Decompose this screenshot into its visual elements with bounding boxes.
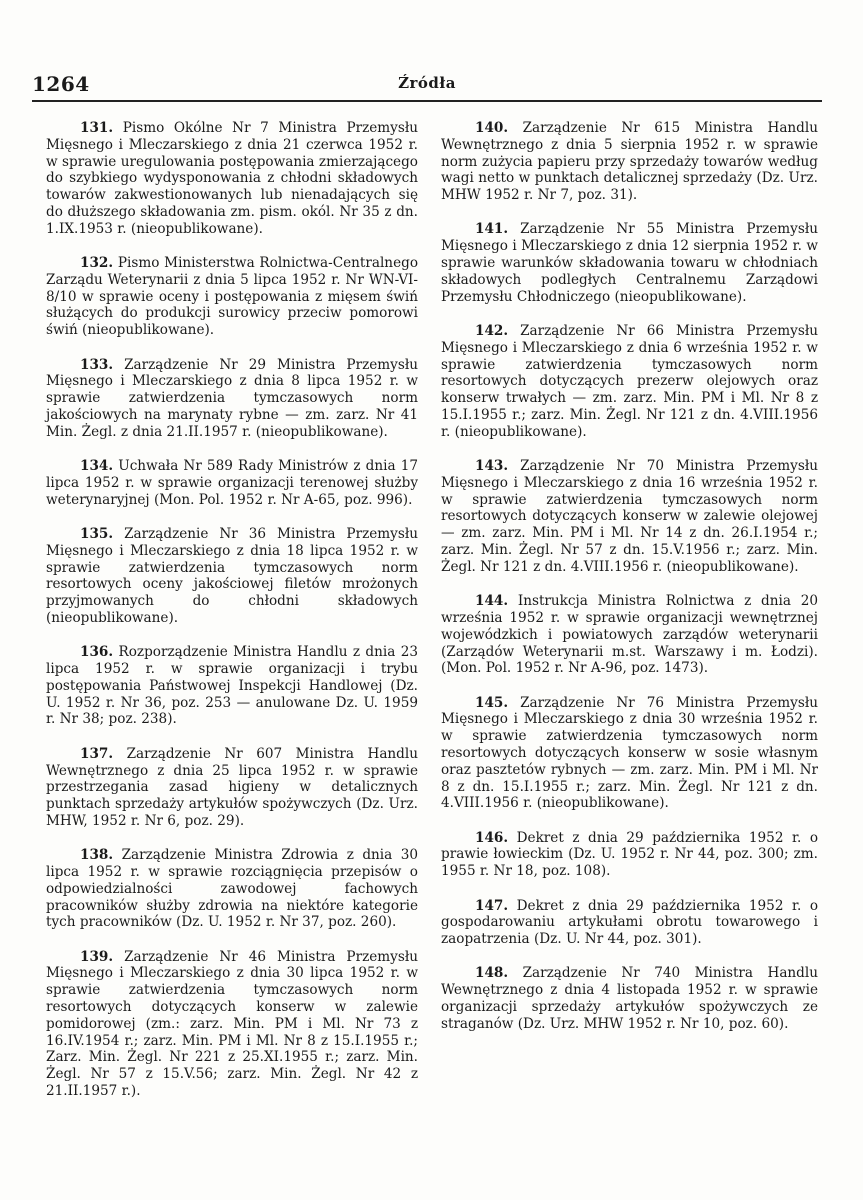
entry-text: Uchwała Nr 589 Rady Ministrów z dnia 17 lipca 1952 r. w sprawie organizacji terenowej służby weterynaryjnej (Mon. Pol. 1952 r. Nr A-65, poz. 996). xyxy=(46,458,418,508)
entry-number: 133. xyxy=(80,356,114,373)
entry-number: 141. xyxy=(475,221,509,238)
entry-text: Zarządzenie Nr 55 Ministra Przemysłu Mięsnego i Mleczarskiego z dnia 12 sierpnia 1952 r. w sprawie warunków składowania towaru w chłodniach składowych podległych Centralnemu Zarządowi Przemysłu Chłodniczego (nieopublikowane). xyxy=(441,221,818,305)
entry-148 xyxy=(441,965,818,1032)
entry-145 xyxy=(441,695,818,813)
left-column xyxy=(46,120,418,1117)
entry-number: 148. xyxy=(475,965,509,982)
entry-number: 143. xyxy=(475,458,509,475)
running-head: Źródła xyxy=(398,74,456,92)
entry-136 xyxy=(46,644,418,728)
entry-144 xyxy=(441,593,818,677)
entry-139 xyxy=(46,949,418,1100)
entry-text: Zarządzenie Nr 66 Ministra Przemysłu Mięsnego i Mleczarskiego z dnia 6 września 1952 r. w sprawie zatwierdzenia tymczasowych norm resortowych dotyczących prezerw olejowych oraz konserw trwałych — zm. zarz. Min. PM i Ml. Nr 8 z 15.I.1955 r.; zarz. Min. Żegl. Nr 121 z dn. 4.VIII.1956 r. (nieopublikowane). xyxy=(441,322,818,440)
entry-135 xyxy=(46,526,418,627)
entry-number: 138. xyxy=(80,847,114,864)
entry-137 xyxy=(46,746,418,830)
entry-number: 142. xyxy=(475,322,509,339)
entry-number: 136. xyxy=(80,644,114,661)
entry-138 xyxy=(46,847,418,931)
entry-text: Dekret z dnia 29 października 1952 r. o gospodarowaniu artykułami obrotu towarowego i zaopatrzenia (Dz. U. Nr 44, poz. 301). xyxy=(441,897,818,948)
entry-143 xyxy=(441,458,818,576)
page-number: 1264 xyxy=(32,72,90,96)
entry-number: 134. xyxy=(80,458,114,475)
entry-147 xyxy=(441,898,818,948)
entry-134 xyxy=(46,458,418,508)
entry-number: 147. xyxy=(475,897,509,914)
entry-number: 135. xyxy=(80,525,114,542)
entry-text: Zarządzenie Nr 29 Ministra Przemysłu Mięsnego i Mleczarskiego z dnia 8 lipca 1952 r. w sprawie zatwierdzenia tymczasowych norm jakościowych na marynaty rybne — zm. zarz. Nr 41 Min. Żegl. z dnia 21.II.1957 r. (nieopublikowane). xyxy=(46,356,418,440)
page-header xyxy=(32,70,822,102)
entry-number: 139. xyxy=(80,948,114,965)
entry-text: Pismo Ministerstwa Rolnictwa-Centralnego Zarządu Weterynarii z dnia 5 lipca 1952 r. Nr WN-VI-8/10 w sprawie oceny i postępowania z mięsem świń służących do produkcji surowicy przeciw pomorowi świń (nieopublikowane). xyxy=(46,255,418,339)
entry-140 xyxy=(441,120,818,204)
entry-number: 140. xyxy=(475,120,509,136)
entry-133 xyxy=(46,357,418,441)
entry-text: Dekret z dnia 29 października 1952 r. o prawie łowieckim (Dz. U. 1952 r. Nr 44, poz. 300; zm. 1955 r. Nr 18, poz. 108). xyxy=(441,829,818,880)
right-column xyxy=(441,120,818,1050)
entry-text: Instrukcja Ministra Rolnictwa z dnia 20 września 1952 r. w sprawie organizacji wewnętrznej wojewódzkich i powiatowych zarządów weterynarii (Zarządów Weterynarii m.st. Warszawy i m. Łodzi). (Mon. Pol. 1952 r. Nr A-96, poz. 1473). xyxy=(441,593,818,677)
entry-number: 145. xyxy=(475,694,509,711)
entry-text: Pismo Okólne Nr 7 Ministra Przemysłu Mięsnego i Mleczarskiego z dnia 21 czerwca 1952 r. w sprawie uregulowania postępowania zmierzającego do szybkiego wydysponowania z chłodni składowych towarów zakwestionowanych lub nienadających się do dłuższego składowania zm. pism. okól. Nr 35 z dn. 1.IX.1953 r. (nieopublikowane). xyxy=(46,120,418,237)
entry-142 xyxy=(441,323,818,441)
entry-131 xyxy=(46,120,418,238)
entry-text: Rozporządzenie Ministra Handlu z dnia 23 lipca 1952 r. w sprawie organizacji i trybu postępowania Państwowej Inspekcji Handlowej (Dz. U. 1952 r. Nr 36, poz. 253 — anulowane Dz. U. 1959 r. Nr 38; poz. 238). xyxy=(46,644,418,728)
entry-text: Zarządzenie Nr 70 Ministra Przemysłu Mięsnego i Mleczarskiego z dnia 16 września 1952 r. w sprawie zatwierdzenia tymczasowych norm resortowych dotyczących konserw w zalewie olejowej — zm. zarz. Min. PM i Ml. Nr 14 z dn. 26.I.1954 r.; zarz. Min. Żegl. Nr 57 z dn. 15.V.1956 r.; zarz. Min. Żegl. Nr 121 z dn. 4.VIII.1956 r. (nieopublikowane). xyxy=(441,458,818,575)
entry-number: 131. xyxy=(80,120,114,136)
entry-text: Zarządzenie Nr 46 Ministra Przemysłu Mięsnego i Mleczarskiego z dnia 30 lipca 1952 r. w sprawie zatwierdzenia tymczasowych norm resortowych dotyczących konserw w zalewie pomidorowej (zm.: zarz. Min. PM i Ml. Nr 73 z 16.IV.1954 r.; zarz. Min. PM i Ml. Nr 8 z 15.I.1955 r.; Zarz. Min. Żegl. Nr 221 z 25.XI.1955 r.; zarz. Min. Żegl. Nr 57 z 15.V.56; zarz. Min. Żegl. Nr 42 z 21.II.1957 r.). xyxy=(46,948,418,1100)
entry-132 xyxy=(46,255,418,339)
entry-146 xyxy=(441,830,818,880)
entry-text: Zarządzenie Nr 76 Ministra Przemysłu Mięsnego i Mleczarskiego z dnia 30 września 1952 r. w sprawie zatwierdzenia tymczasowych norm resortowych dotyczących konserw w sosie własnym oraz pasztetów rybnych — zm. zarz. Min. PM i Ml. Nr 8 z dn. 15.I.1955 r.; zarz. Min. Żegl. Nr 121 z dn. 4.VIII.1956 r. (nieopublikowane). xyxy=(441,694,818,812)
entry-number: 132. xyxy=(80,255,114,272)
entry-number: 144. xyxy=(475,593,509,610)
entry-text: Zarządzenie Nr 36 Ministra Przemysłu Mięsnego i Mleczarskiego z dnia 18 lipca 1952 r. w sprawie zatwierdzenia tymczasowych norm resortowych oceny jakościowej filetów mrożonych przyjmowanych do chłodni składowych (nieopublikowane). xyxy=(46,525,418,626)
entry-number: 146. xyxy=(475,829,509,846)
entry-text: Zarządzenie Nr 615 Ministra Handlu Wewnętrznego z dnia 5 sierpnia 1952 r. w sprawie norm zużycia papieru przy sprzedaży towarów według wagi netto w punktach detalicznej sprzedaży (Dz. Urz. MHW 1952 r. Nr 7, poz. 31). xyxy=(441,120,818,204)
entry-141 xyxy=(441,221,818,305)
entry-text: Zarządzenie Nr 740 Ministra Handlu Wewnętrznego z dnia 4 listopada 1952 r. w sprawie organizacji sprzedaży artykułów spożywczych ze straganów (Dz. Urz. MHW 1952 r. Nr 10, poz. 60). xyxy=(441,965,818,1032)
entry-text: Zarządzenie Ministra Zdrowia z dnia 30 lipca 1952 r. w sprawie rozciągnięcia przepisów o odpowiedzialności zawodowej fachowych pracowników służby zdrowia na niektóre kategorie tych pracowników (Dz. U. 1952 r. Nr 37, poz. 260). xyxy=(46,847,419,931)
entry-number: 137. xyxy=(80,745,114,762)
entry-text: Zarządzenie Nr 607 Ministra Handlu Wewnętrznego z dnia 25 lipca 1952 r. w sprawie przestrzegania zasad higieny w detalicznych punktach sprzedaży artykułów spożywczych (Dz. Urz. MHW, 1952 r. Nr 6, poz. 29). xyxy=(46,745,418,829)
